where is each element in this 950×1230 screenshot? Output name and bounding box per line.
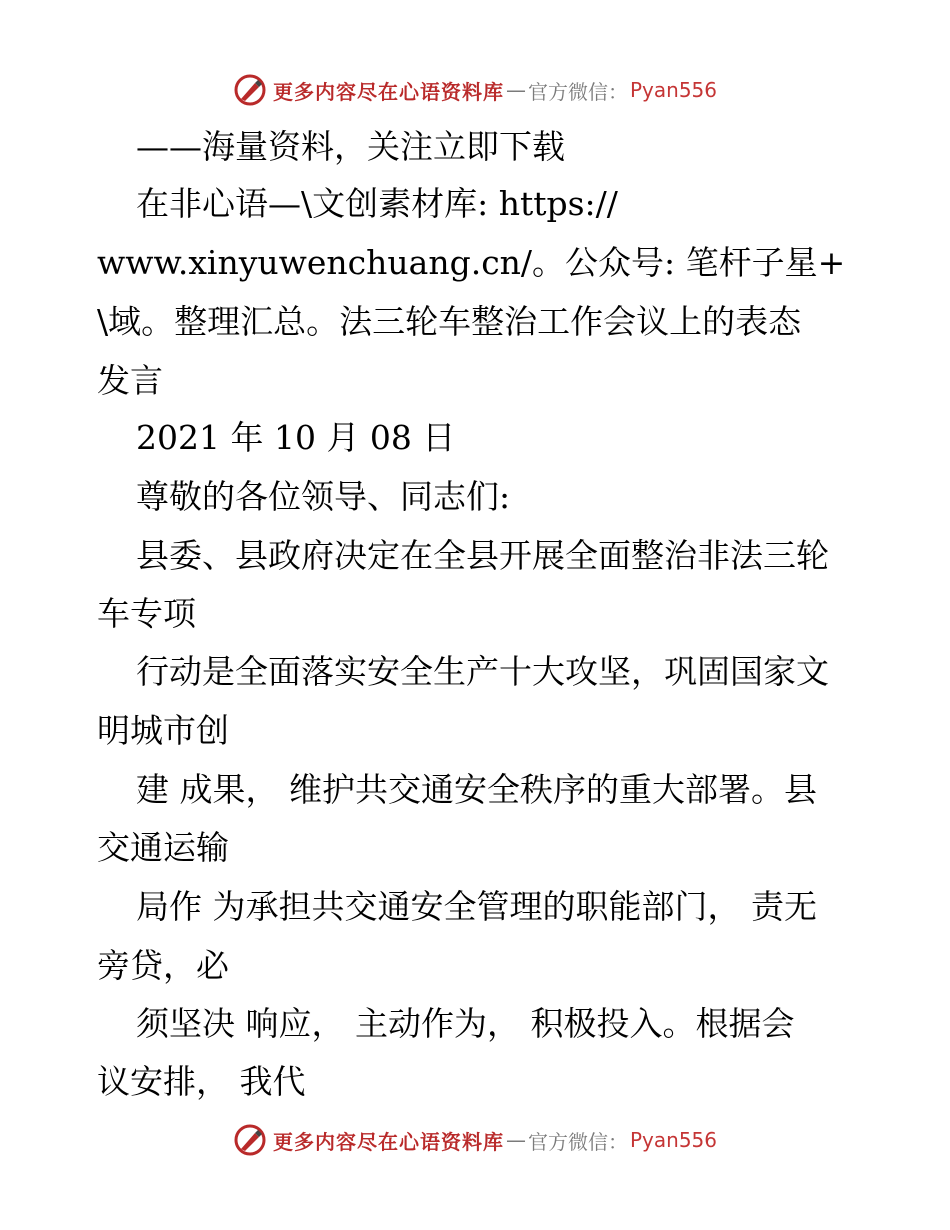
footer-banner: [0, 1120, 950, 1160]
text-line: 车专项: [97, 594, 196, 633]
text-line: \域。整理汇总。法三轮车整治工作会议上的表态: [97, 302, 802, 341]
date-line: 2021 年 10 月 08 日: [136, 418, 456, 457]
text-line: 发言: [97, 361, 163, 400]
banner-dash: —: [505, 1128, 526, 1152]
salutation-line: 尊敬的各位领导、同志们:: [136, 477, 511, 516]
banner-text: 更多内容尽在心语资料库: [272, 79, 504, 104]
text-line: www.xinyuwenchuang.cn/。公众号: 笔杆子星+: [97, 243, 846, 282]
text-line: 交通运输: [97, 828, 229, 867]
text-line: 明城市创: [97, 711, 229, 750]
banner-text: 更多内容尽在心语资料库: [272, 1129, 504, 1154]
text-line: 建 成果， 维护共交通安全秩序的重大部署。县: [136, 770, 817, 809]
banner-wechat-id: Pyan556: [629, 78, 717, 102]
text-line: 在非心语—\文创素材库: https://: [136, 184, 618, 223]
pen-logo-icon: [233, 73, 267, 107]
text-line: 县委、县政府决定在全县开展全面整治非法三轮: [136, 536, 829, 575]
text-line: 旁贷，必: [97, 946, 229, 985]
text-line: 局作 为承担共交通安全管理的职能部门， 责无: [136, 887, 817, 926]
text-line: ——海量资料，关注立即下载: [136, 127, 565, 166]
banner-dash: —: [505, 78, 526, 102]
pen-logo-icon: [233, 1123, 267, 1157]
header-banner: [0, 70, 950, 110]
text-line: 议安排， 我代: [97, 1062, 306, 1101]
banner-wechat-label: 官方微信：: [527, 1129, 628, 1154]
text-line: 须坚决 响应， 主动作为， 积极投入。根据会: [136, 1004, 795, 1043]
text-line: 行动是全面落实安全生产十大攻坚，巩固国家文: [136, 652, 829, 691]
banner-wechat-id: Pyan556: [629, 1128, 717, 1152]
banner-wechat-label: 官方微信：: [527, 79, 628, 104]
